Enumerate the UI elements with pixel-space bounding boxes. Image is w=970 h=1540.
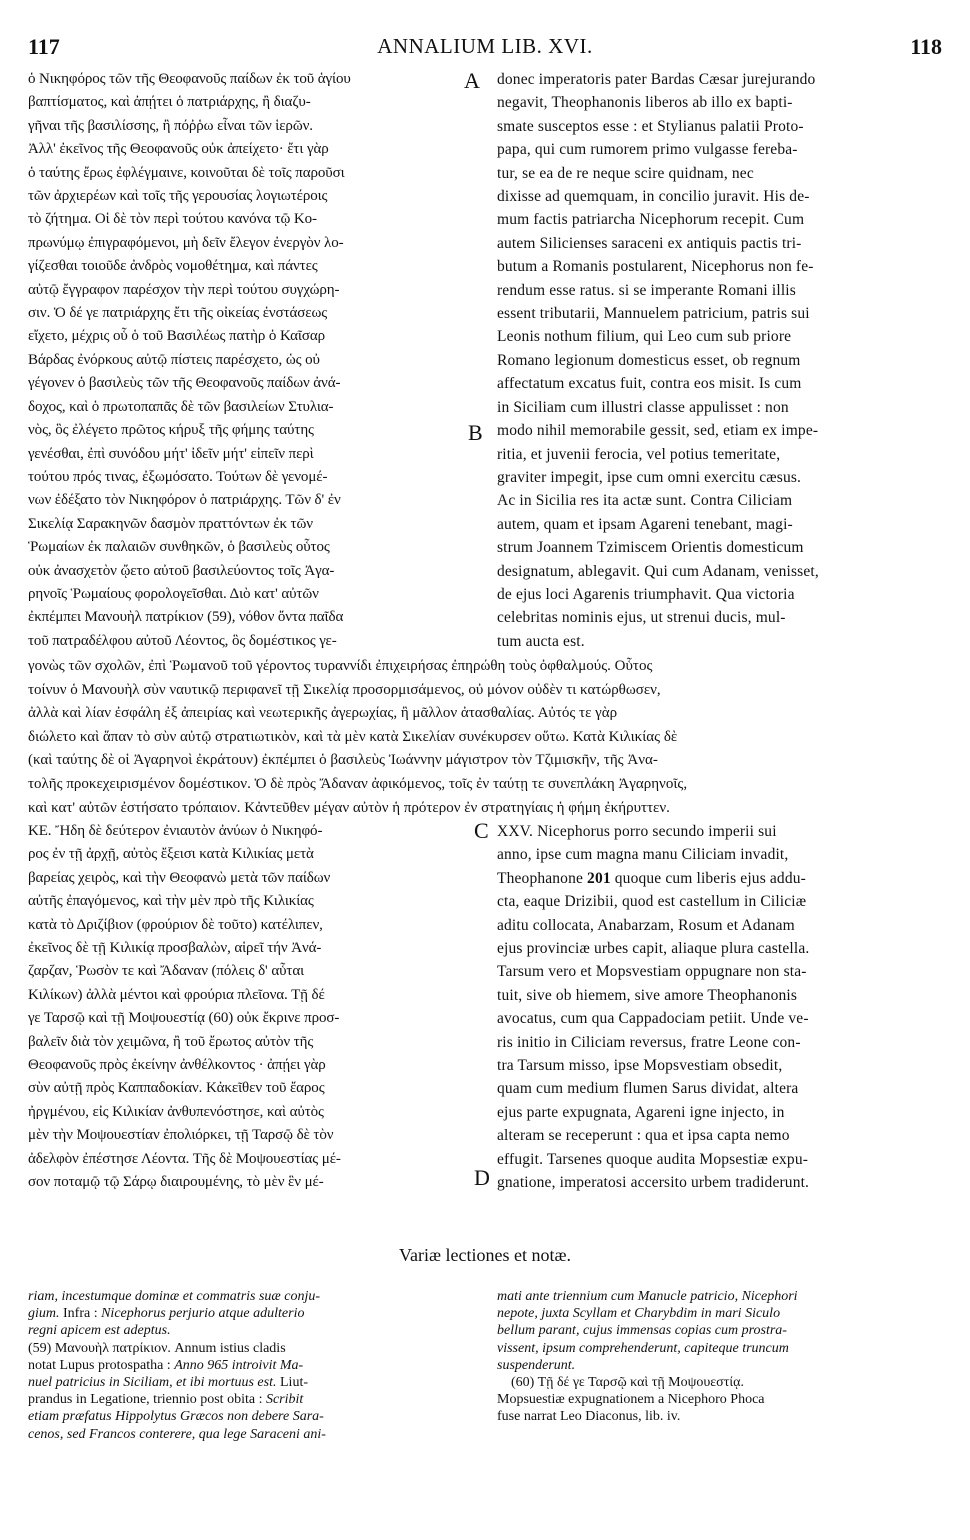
greek-line: γέγονεν ὁ βασιλεὺς τῶν τῆς Θεοφανοῦς παίδων ἀνά- bbox=[28, 375, 341, 392]
greek-line: αὐτῷ ἔγγραφον παρέσχον τὴν περὶ τούτου συγχώρη- bbox=[28, 281, 340, 298]
latin-line: Tarsum vero et Mopsvestiam oppugnare non sta- bbox=[497, 963, 807, 981]
latin-column-top bbox=[497, 68, 945, 653]
note-line: fuse narrat Leo Diaconus, lib. iv. bbox=[497, 1409, 681, 1425]
latin-line: aditu collocata, Anabarzam, Rosum et Adanam bbox=[497, 916, 795, 934]
notes-column-left bbox=[28, 1288, 478, 1443]
note-line: mati ante triennium cum Manucle patricio, Nicephori bbox=[497, 1289, 798, 1304]
note-line: Mopsuestiæ expugnationem a Nicephoro Phoca bbox=[497, 1392, 765, 1408]
latin-line: de ejus loci Agarenis triumphavit. Qua victoria bbox=[497, 585, 795, 603]
latin-line: Ac in Sicilia res ita actæ sunt. Contra Ciliciam bbox=[497, 492, 793, 510]
margin-marker-b: B bbox=[468, 420, 483, 445]
latin-line: tur, se ea de re neque scire quidnam, nec bbox=[497, 164, 754, 182]
greek-column-bottom bbox=[28, 820, 478, 1195]
greek-line: Κιλίκων) ἀλλὰ μέντοι καὶ φρούρια πλεῖονα. Τῇ δέ bbox=[28, 986, 325, 1003]
greek-line: σον ποταμῷ τῷ Σάρῳ διαιρουμένης, τὸ μὲν ἓν μέ- bbox=[28, 1174, 324, 1191]
latin-line: affectatum excatus fuit, contra eos misit. Is cum bbox=[497, 375, 802, 393]
latin-line bbox=[497, 867, 945, 890]
greek-line: γε Ταρσῷ καὶ τῇ Μοψουεστίᾳ (60) οὐκ ἔκρινε προσ- bbox=[28, 1010, 340, 1027]
greek-line: ἠργμένου, εἰς Κιλικίαν ἀνθυπενόστησε, καὶ αὐτὸς bbox=[28, 1103, 324, 1120]
greek-line: αὐτῆς ἐπαγόμενος, καὶ τὴν μὲν πρὸ τῆς Κιλικίας bbox=[28, 893, 314, 910]
latin-line: Leonis nothum filium, qui Leo cum sub priore bbox=[497, 328, 792, 346]
note-text: prandus in Legatione, triennio post obita : bbox=[28, 1392, 266, 1408]
latin-line: rendum esse ratus. si se imperante Romani illis bbox=[497, 281, 796, 299]
greek-line: σιν. Ὁ δέ γε πατριάρχης ἔτι τῆς οἰκείας ἐνστάσεως bbox=[28, 305, 328, 322]
note-text: Annum istius cladis bbox=[170, 1340, 286, 1356]
greek-line: τολῆς προκεχειρισμένον δομέστικον. Ὁ δὲ πρὸς Ἄδαναν ἀφικόμενος, τοῖς ἐν ταύτῃ τε συνεπλάκη Ἀγαρηνοῖς, bbox=[28, 775, 688, 792]
greek-line: Βάρδας ἐνόρκους αὐτῷ πίστεις παρέσχετο, ὡς οὐ bbox=[28, 351, 320, 368]
note-line: cenos, sed Francos conterere, qua lege Saraceni ani- bbox=[28, 1426, 326, 1442]
note-text: Liut- bbox=[276, 1375, 308, 1391]
latin-line: ejus provinciæ urbes capit, aliaque plura castella. bbox=[497, 940, 810, 958]
greek-line: κατὰ τὸ Δριζίβιον (φρούριον δὲ τοῦτο) κατέλιπεν, bbox=[28, 916, 323, 933]
latin-line: avocatus, cum qua Cappadociam petiit. Unde ve- bbox=[497, 1010, 809, 1028]
note-line: etiam præfatus Hippolytus Græcos non debere Sara- bbox=[28, 1409, 324, 1425]
latin-text: quoque cum liberis ejus addu- bbox=[610, 869, 806, 887]
greek-line: τῶν ἀρχιερέων καὶ τοῖς τῆς γερουσίας λογιωτέροις bbox=[28, 188, 328, 205]
margin-folio-number: 201 bbox=[587, 869, 611, 887]
greek-line: καὶ κατ' αὐτῶν ἐστήσατο τρόπαιον. Κἀντεῦθεν μέγαν αὐτὸν ἡ πρότερον ἐν στρατηγίαις ἡ φήμη ἐκήρυττεν. bbox=[28, 799, 670, 816]
note-text: notat Lupus protospatha : bbox=[28, 1357, 175, 1373]
greek-line: ἐκπέμπει Μανουὴλ πατρίκιον (59), νόθον ὄντα παῖδα bbox=[28, 609, 344, 626]
latin-line: alteram se receperunt : qua et ipsa capta nemo bbox=[497, 1127, 790, 1145]
greek-column-top bbox=[28, 68, 486, 653]
greek-line: ἐκεῖνος δὲ τῇ Κιλικίᾳ προσβαλὼν, αἱρεῖ τήν Ἀνά- bbox=[28, 940, 322, 957]
latin-line: donec imperatoris pater Bardas Cæsar jurejurando bbox=[497, 71, 816, 88]
greek-line: Σικελίᾳ Σαρακηνῶν δασμὸν πραττόντων ἐκ τῶν bbox=[28, 515, 313, 532]
latin-line: gnatione, imperatosi accersito urbem tradiderunt. bbox=[497, 1174, 810, 1192]
note-line: (60) Τῇ δέ γε Ταρσῷ καὶ τῇ Μοψουεστίᾳ. bbox=[511, 1375, 744, 1391]
note-line bbox=[28, 1391, 478, 1408]
latin-line: XXV. Nicephorus porro secundo imperii sui bbox=[497, 823, 777, 840]
margin-marker-c: C bbox=[474, 818, 489, 843]
latin-line: strum Joannem Tzimiscem Orientis domesticum bbox=[497, 539, 804, 557]
note-line bbox=[28, 1357, 478, 1374]
note-line bbox=[28, 1305, 478, 1322]
note-line: bellum parant, cujus immensas copias cum prostra- bbox=[497, 1323, 787, 1339]
greek-line: ΚΕ. Ἤδη δὲ δεύτερον ἐνιαυτὸν ἀνύων ὁ Νικηφό- bbox=[28, 823, 323, 839]
latin-line: butum a Romanis postularent, Nicephorus non fe- bbox=[497, 258, 814, 276]
greek-line: βαπτίσματος, καὶ ἀπῄτει ὁ πατριάρχης, ἢ διαζυ- bbox=[28, 94, 311, 111]
latin-line: autem Silicienses saraceni ex antiquis pactis tri- bbox=[497, 234, 802, 252]
note-text: nuel patricius in Siciliam, et ibi mortuus est. bbox=[28, 1375, 277, 1391]
note-text: gium. bbox=[28, 1306, 60, 1322]
greek-line: διώλετο καὶ ἅπαν τὸ σὺν αὐτῷ στρατιωτικὸν, καὶ τὰ μὲν κατὰ Σικελίαν συνέκυρσεν οὕτω. Κατὰ Κιλικίας δὲ bbox=[28, 728, 678, 745]
greek-line: ὁ ταύτης ἔρως ἐφλέγμαινε, κοινοῦται δὲ τοῖς παροῦσι bbox=[28, 164, 345, 181]
latin-line: celebritas nominis ejus, ut strenui ducis, mul- bbox=[497, 609, 786, 627]
greek-line: Ῥωμαίων ἐκ παλαιῶν συνθηκῶν, ὁ βασιλεὺς οὗτος bbox=[28, 539, 330, 556]
greek-line: ρηνοῖς Ῥωμαίους φορολογεῖσθαι. Διὸ κατ' αὐτῶν bbox=[28, 585, 319, 602]
greek-line: τούτου πρός τινας, ἐξωμόσατο. Τούτων δὲ γενομέ- bbox=[28, 468, 328, 485]
margin-marker-a: A bbox=[464, 68, 480, 93]
greek-line: πρωνύμῳ ἐπιγραφόμενοι, μὴ δεῖν ἔλεγον ἐνεργὸν λο- bbox=[28, 234, 344, 251]
note-text: (59) Μανουὴλ πατρίκιον. bbox=[28, 1340, 171, 1356]
latin-line: ris initio in Ciliciam reversus, fratre Leone con- bbox=[497, 1033, 801, 1051]
greek-line: γίζεσθαι τοιοῦδε ἀνδρὸς νομοθέτημα, καὶ πάντες bbox=[28, 258, 318, 275]
latin-line: quam cum medium flumen Sarus dividat, altera bbox=[497, 1080, 799, 1098]
page-header bbox=[28, 10, 942, 59]
latin-line: modo nihil memorabile gessit, sed, etiam ex impe- bbox=[497, 422, 819, 440]
note-text: Infra : bbox=[59, 1306, 102, 1322]
latin-line: dixisse ad quemquam, in concilio juravit. His de- bbox=[497, 188, 810, 206]
greek-line: γενέσθαι, ἐπὶ συνόδου μήτ' ἰδεῖν μήτ' εἰπεῖν περὶ bbox=[28, 445, 314, 462]
greek-line: νὸς, ὃς ἐλέγετο πρῶτος κήρυξ τῆς φήμης ταύτης bbox=[28, 422, 314, 439]
greek-line: ἀδελφὸν ἐπέστησε Λέοντα. Τῆς δὲ Μοψουεστίας μέ- bbox=[28, 1150, 341, 1167]
greek-line: ρος ἐν τῇ ἀρχῇ, αὐτὸς ἔξεισι κατὰ Κιλικίας μετὰ bbox=[28, 846, 314, 863]
page-number-right: 118 bbox=[910, 34, 942, 59]
latin-line: smate susceptos esse : et Stylianus palatii Proto- bbox=[497, 117, 804, 135]
greek-line: τὸ ζήτημα. Οἱ δὲ τὸν περὶ τούτου κανόνα τῷ Κο- bbox=[28, 211, 317, 228]
notes-column-right bbox=[497, 1288, 945, 1426]
margin-marker-d: D bbox=[474, 1165, 490, 1190]
latin-line: effugit. Tarsenes quoque audita Mopsestiæ expu- bbox=[497, 1150, 809, 1168]
greek-line: ζαρζαν, Ῥωσὸν τε καὶ Ἄδαναν (πόλεις δ' αὗται bbox=[28, 963, 305, 980]
note-line bbox=[28, 1340, 478, 1357]
note-line: suspenderunt. bbox=[497, 1357, 576, 1373]
latin-line: graviter impegit, ipse cum omni exercitu cæsus. bbox=[497, 468, 802, 486]
greek-line: τοῦ πατραδέλφου αὐτοῦ Λέοντος, ὃς δομέστικος γε- bbox=[28, 632, 337, 649]
greek-line: σὺν αὐτῇ πρὸς Καππαδοκίαν. Κἀκεῖθεν τοῦ ἔαρος bbox=[28, 1080, 325, 1097]
running-title: ANNALIUM LIB. XVI. bbox=[377, 34, 593, 58]
latin-line: Romano legionum domesticus esset, ob regnum bbox=[497, 351, 801, 369]
latin-line: anno, ipse cum magna manu Ciliciam invadit, bbox=[497, 846, 789, 864]
note-line: regni apicem est adeptus. bbox=[28, 1323, 171, 1339]
greek-line: ἀλλὰ καὶ λίαν ἐσφάλη ἐξ ἀπειρίας καὶ νεωτερικῆς ἀγερωχίας, ἢ μᾶλλον ἀτασθαλίας. Αὐτός τε γὰρ bbox=[28, 705, 618, 722]
greek-line: Ἀλλ' ἐκεῖνος τῆς Θεοφανοῦς οὐκ ἀπείχετο· ἔτι γὰρ bbox=[28, 141, 329, 158]
note-text: Nicephorus perjurio atque adulterio bbox=[101, 1306, 305, 1322]
latin-line: papa, qui cum rumorem primo vulgasse fereba- bbox=[497, 141, 798, 159]
latin-line: autem, quam et ipsam Agareni tenebant, magi- bbox=[497, 515, 793, 533]
greek-full-width-paragraph bbox=[28, 655, 946, 820]
greek-line: βαλεῖν διὰ τὸν χειμῶνα, ἢ τοῦ ἔρωτος αὐτὸν τῆς bbox=[28, 1033, 314, 1050]
latin-line: cta, eaque Drizibii, quod est castellum in Ciliciæ bbox=[497, 893, 807, 911]
greek-line: δοχος, καὶ ὁ πρωτοπαπᾶς δὲ τῶν βασιλείων Στυλια- bbox=[28, 398, 334, 415]
greek-line: μὲν τὴν Μοψουεστίαν ἐπολιόρκει, τῇ Ταρσῷ δὲ τὸν bbox=[28, 1127, 334, 1144]
note-line: vissent, ipsum comprehenderunt, capiteque truncum bbox=[497, 1340, 789, 1356]
note-text: Anno 965 introivit Ma- bbox=[174, 1357, 304, 1373]
greek-line: εἴχετο, μέχρις οὗ ὁ τοῦ Βασιλέως πατὴρ ὁ Καῖσαρ bbox=[28, 328, 325, 345]
note-line: nepote, juxta Scyllam et Charybdim in mari Siculo bbox=[497, 1306, 781, 1322]
note-text: Scribit bbox=[265, 1392, 304, 1408]
latin-line: essent tributarii, Mannuelem patricium, patris sui bbox=[497, 305, 810, 323]
latin-line: negavit, Theophanonis liberos ab illo ex bapti- bbox=[497, 94, 793, 112]
greek-line: τοίνυν ὁ Μανουὴλ σὺν ναυτικῷ περιφανεῖ τῇ Σικελίᾳ προσορμισάμενος, οὐ μόνον οὐδὲν τι κατώρθωσεν, bbox=[28, 681, 661, 698]
greek-line: (καὶ ταύτης δὲ οἱ Ἀγαρηνοὶ ἐκράτουν) ἐκπέμπει ὁ βασιλεὺς Ἰωάννην μάγιστρον τὸν Τζιμισκῆν, τῆς Ἀνα- bbox=[28, 752, 658, 769]
page-number-left: 117 bbox=[28, 34, 60, 59]
latin-lines-rest bbox=[497, 890, 945, 1194]
greek-line: βαρείας χειρὸς, καὶ τὴν Θεοφανὼ μετὰ τῶν παίδων bbox=[28, 869, 331, 886]
latin-line: designatum, ablegavit. Qui cum Adanam, venisset, bbox=[497, 562, 819, 580]
latin-line: in Siciliam cum illustri classe appulisset : non bbox=[497, 398, 789, 416]
greek-line: γῆναι τῆς βασιλίσσης, ἢ πόῤῥω εἶναι τῶν ἱερῶν. bbox=[28, 117, 313, 134]
note-line bbox=[28, 1374, 478, 1391]
notes-heading: Variæ lectiones et notæ. bbox=[399, 1245, 571, 1265]
latin-line: tra Tarsum misso, ipse Mopsvestiam obsedit, bbox=[497, 1057, 783, 1075]
greek-line: οὐκ ἀνασχετὸν ᾤετο αὐτοῦ βασιλεύοντος τοῖς Ἀγα- bbox=[28, 562, 335, 579]
latin-line: mum factis patriarcha Nicephorum recepit. Cum bbox=[497, 211, 805, 229]
greek-line: γονὼς τῶν σχολῶν, ἐπὶ Ῥωμανοῦ τοῦ γέροντος τυραννίδι ἐπιχειρήσας ἐπηρώθη τοὺς ὀφθαλμούς. Οὗτος bbox=[28, 658, 653, 674]
greek-line: ὁ Νικηφόρος τῶν τῆς Θεοφανοῦς παίδων ἐκ τοῦ ἁγίου bbox=[28, 71, 351, 87]
latin-line: ritia, et juvenii ferocia, vel potius temeritate, bbox=[497, 445, 781, 463]
latin-line: tuit, sive ob hiemem, sive amore Theophanonis bbox=[497, 986, 798, 1004]
note-line: riam, incestumque dominæ et commatris suæ conju- bbox=[28, 1289, 321, 1304]
latin-text: Theophanone bbox=[497, 869, 588, 887]
greek-line: νων ἐδέξατο τὸν Νικηφόρον ὁ πατριάρχης. Τῶν δ' ἐν bbox=[28, 492, 341, 509]
latin-line: ejus parte expugnata, Agareni igne injecto, in bbox=[497, 1103, 785, 1121]
greek-line: Θεοφανοῦς πρὸς ἐκείνην ἀνθέλκοντος · ἀπῄει γὰρ bbox=[28, 1057, 326, 1074]
latin-column-bottom bbox=[497, 820, 945, 1195]
latin-line: tum aucta est. bbox=[497, 632, 585, 650]
